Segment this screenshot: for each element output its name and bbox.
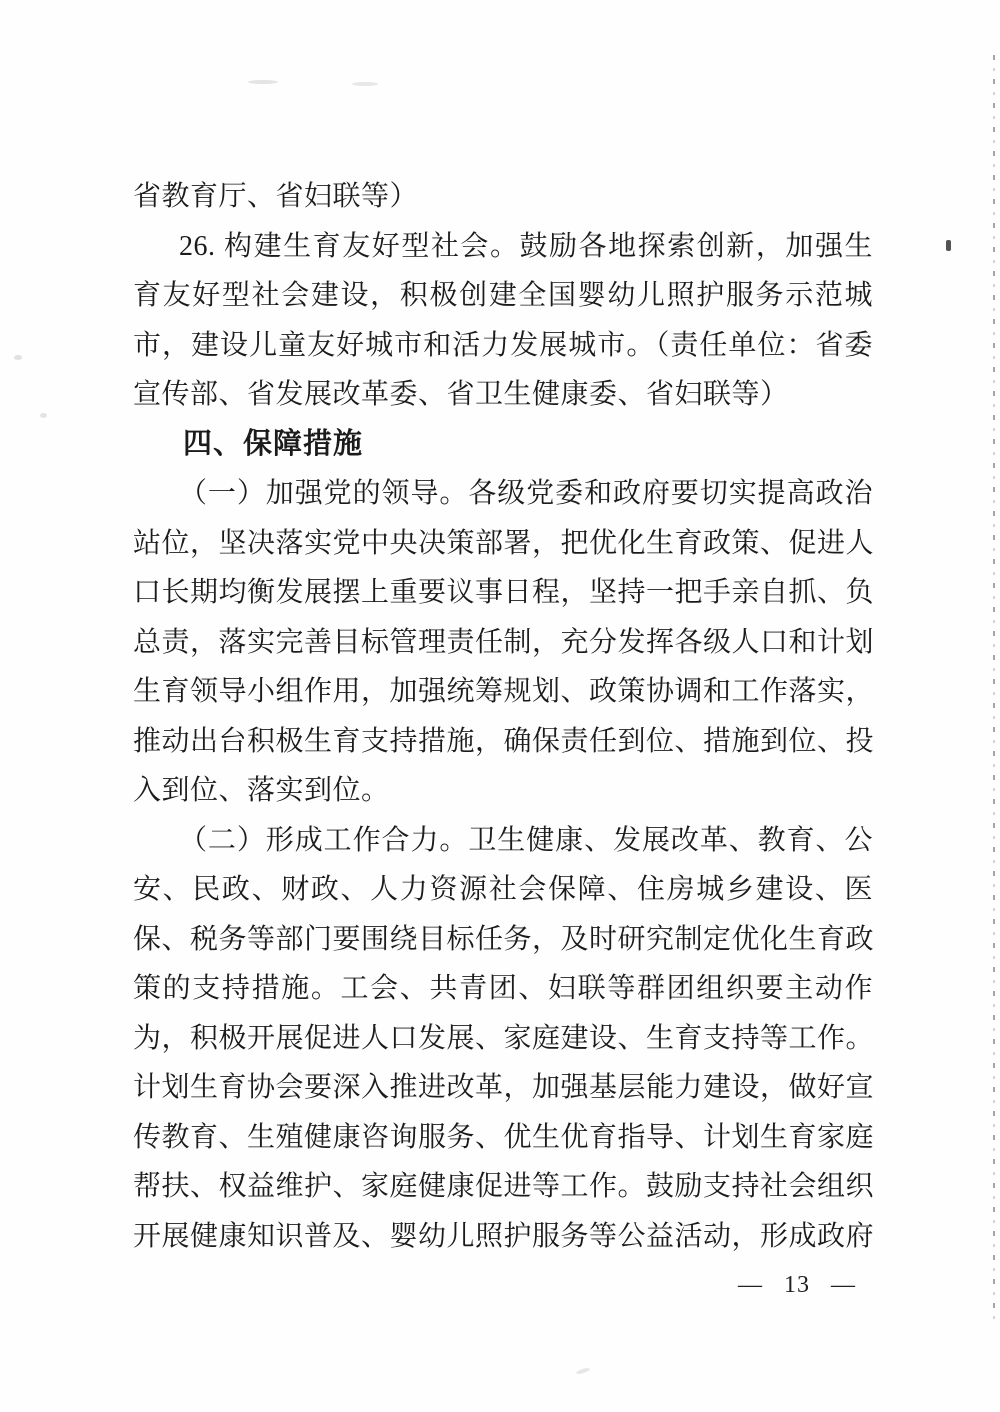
text-line: 策的支持措施。工会、共青团、妇联等群团组织要主动作	[133, 973, 873, 1004]
text-line: 站位，坚决落实党中央决策部署，把优化生育政策、促进人	[133, 527, 875, 559]
page-number: — 13 —	[738, 1272, 856, 1298]
text-line: 计划生育协会要深入推进改革，加强基层能力建设，做好宣	[133, 1072, 875, 1103]
text-line: 总责，落实完善目标管理责任制，充分发挥各级人口和计划	[133, 626, 875, 658]
text-line: 口长期均衡发展摆上重要议事日程，坚持一把手亲自抓、负	[133, 577, 875, 608]
text-line: 育友好型社会建设，积极创建全国婴幼儿照护服务示范城	[133, 280, 873, 311]
text-line: （一）加强党的领导。各级党委和政府要切实提高政治	[179, 478, 873, 509]
text-line: 推动出台积极生育支持措施，确保责任到位、措施到位、投	[133, 725, 875, 757]
text-line: 省教育厅、省妇联等）	[133, 181, 419, 212]
text-line: 26. 构建生育友好型社会。鼓励各地探索创新，加强生	[179, 230, 873, 262]
text-line: （二）形成工作合力。卫生健康、发展改革、教育、公	[179, 824, 873, 856]
scan-speck	[576, 1367, 591, 1375]
text-line: 入到位、落实到位。	[133, 775, 390, 806]
text-line: 为，积极开展促进人口发展、家庭建设、生育支持等工作。	[133, 1022, 875, 1054]
scan-speck	[14, 355, 22, 360]
scan-speck	[946, 240, 951, 251]
text-line: 帮扶、权益维护、家庭健康促进等工作。鼓励支持社会组织	[133, 1171, 875, 1202]
text-line: 保、税务等部门要围绕目标任务，及时研究制定优化生育政	[133, 923, 875, 955]
text-line: 传教育、生殖健康咨询服务、优生优育指导、计划生育家庭	[133, 1121, 875, 1153]
text-line: 安、民政、财政、人力资源社会保障、住房城乡建设、医	[133, 874, 873, 905]
document-body	[133, 172, 873, 1261]
text-line: 宣传部、省发展改革委、省卫生健康委、省妇联等）	[133, 379, 789, 410]
scan-edge-artifact	[993, 55, 995, 1320]
section-heading: 四、保障措施	[183, 427, 364, 460]
text-line: 市，建设儿童友好城市和活力发展城市。（责任单位：省委	[133, 329, 873, 361]
text-line: 开展健康知识普及、婴幼儿照护服务等公益活动，形成政府	[133, 1220, 875, 1252]
scan-speck	[248, 80, 278, 84]
text-line: 生育领导小组作用，加强统筹规划、政策协调和工作落实，	[133, 676, 875, 707]
scan-speck	[40, 413, 47, 418]
scan-speck	[352, 82, 378, 86]
